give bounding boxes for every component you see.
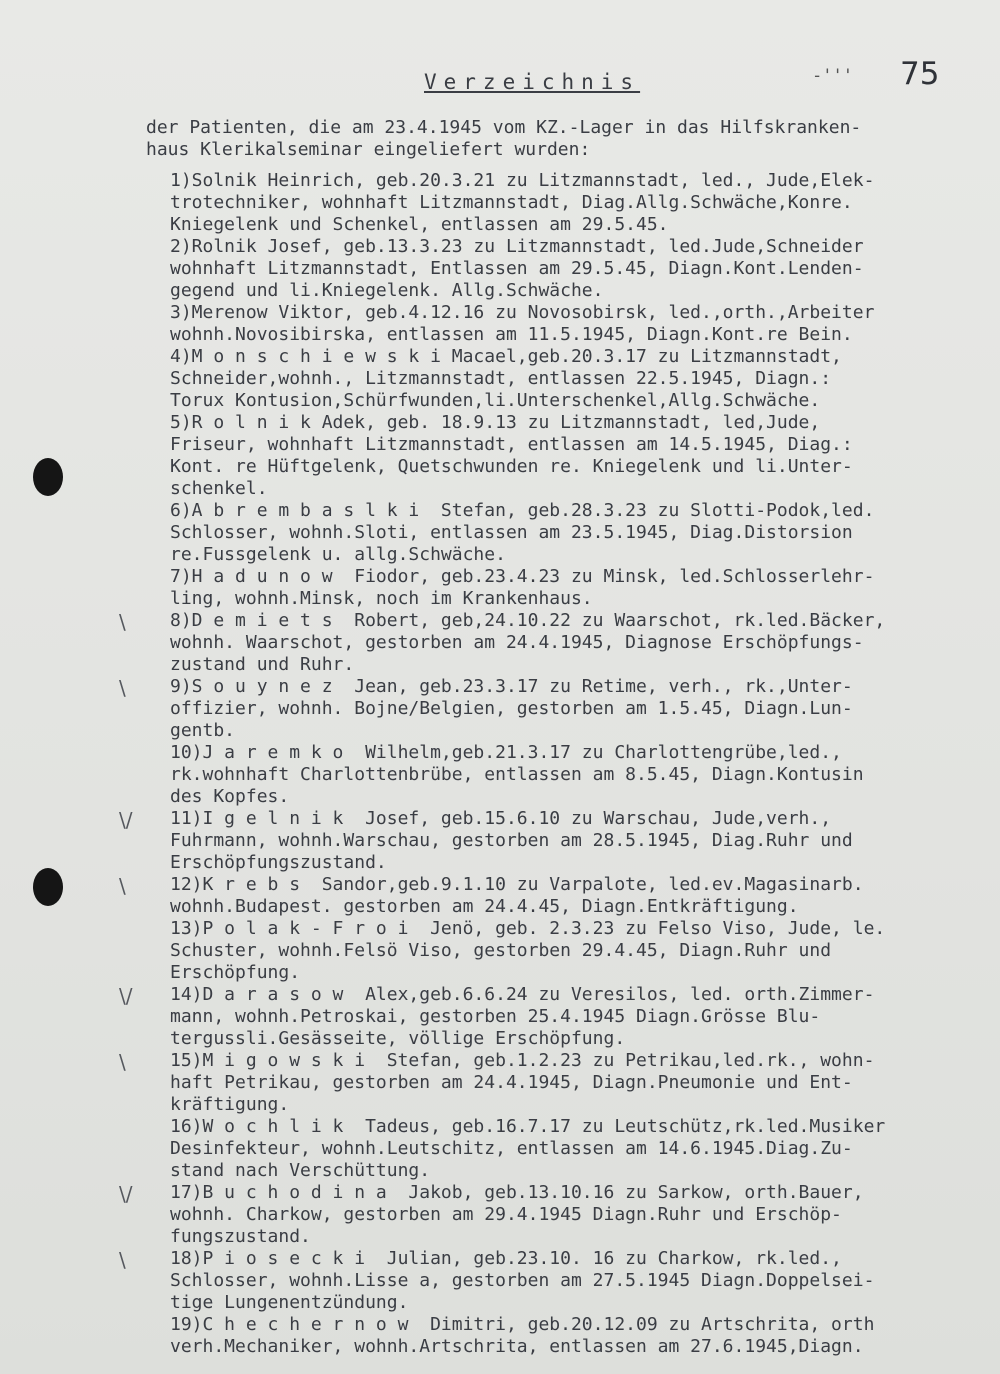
entry-text: 1)Solnik Heinrich, geb.20.3.21 zu Litzmannstadt, led., Jude,Elek- trotechniker, wohnhaft Litzmannstadt, Diag.Allg.Schwäche,Konre. Kniegelenk und Schenkel, entlassen am 29.5.45. bbox=[170, 170, 875, 235]
entry-text: 9)S o u y n e z Jean, geb.23.3.17 zu Retime, verh., rk.,Unter- offizier, wohnh. Bojne/Belgien, gestorben am 1.5.45, Diagn.Lun- gentb. bbox=[170, 676, 853, 741]
check-mark: \ bbox=[119, 1050, 126, 1074]
patient-entry bbox=[0, 236, 1000, 302]
patient-list bbox=[0, 170, 1000, 1358]
entry-text: 17)B u c h o d i n a Jakob, geb.13.10.16 zu Sarkow, orth.Bauer, wohnh. Charkow, gestorben am 29.4.1945 Diagn.Ruhr und Erschöp- fungszustand. bbox=[170, 1182, 864, 1247]
patient-entry bbox=[0, 808, 1000, 874]
check-mark: \/ bbox=[119, 808, 133, 832]
check-mark: \ bbox=[119, 610, 126, 634]
patient-entry bbox=[0, 346, 1000, 412]
check-mark: \/ bbox=[119, 984, 133, 1008]
patient-entry bbox=[0, 566, 1000, 610]
entry-text: 8)D e m i e t s Robert, geb,24.10.22 zu Waarschot, rk.led.Bäcker, wohnh. Waarschot, gestorben am 24.4.1945, Diagnose Erschöpfungs- zustand und Ruhr. bbox=[170, 610, 886, 675]
patient-entry bbox=[0, 918, 1000, 984]
patient-entry bbox=[0, 302, 1000, 346]
document-title: Verzeichnis bbox=[424, 70, 641, 94]
patient-entry bbox=[0, 1248, 1000, 1314]
patient-entry bbox=[0, 170, 1000, 236]
check-mark: \ bbox=[119, 676, 126, 700]
patient-entry bbox=[0, 1314, 1000, 1358]
entry-text: 12)K r e b s Sandor,geb.9.1.10 zu Varpalote, led.ev.Magasinarb. wohnh.Budapest. gestorben am 24.4.45, Diagn.Entkräftigung. bbox=[170, 874, 864, 917]
entry-text: 2)Rolnik Josef, geb.13.3.23 zu Litzmannstadt, led.Jude,Schneider wohnhaft Litzmannstadt, Entlassen am 29.5.45, Diagn.Kont.Lenden- gegend und li.Kniegelenk. Allg.Schwäche. bbox=[170, 236, 864, 301]
entry-text: 5)R o l n i k Adek, geb. 18.9.13 zu Litzmannstadt, led,Jude, Friseur, wohnhaft Litzmannstadt, entlassen am 14.5.1945, Diag.: Kont. re Hüftgelenk, Quetschwunden re. Kniegelenk und li.Unter- schenkel. bbox=[170, 412, 853, 499]
entry-text: 18)P i o s e c k i Julian, geb.23.10. 16 zu Charkow, rk.led., Schlosser, wohnh.Lisse a, gestorben am 27.5.1945 Diagn.Doppelsei- tige Lungenentzündung. bbox=[170, 1248, 875, 1313]
check-mark: \ bbox=[119, 1248, 126, 1272]
entry-text: 6)A b r e m b a s l k i Stefan, geb.28.3.23 zu Slotti-Podok,led. Schlosser, wohnh.Sloti, entlassen am 23.5.1945, Diag.Distorsion re.Fussgelenk u. allg.Schwäche. bbox=[170, 500, 875, 565]
patient-entry bbox=[0, 1182, 1000, 1248]
check-mark: \ bbox=[119, 874, 126, 898]
patient-entry bbox=[0, 500, 1000, 566]
entry-text: 13)P o l a k - F r o i Jenö, geb. 2.3.23 zu Felso Viso, Jude, le. Schuster, wohnh.Felsö Viso, gestorben 29.4.45, Diagn.Ruhr und Erschöpfung. bbox=[170, 918, 886, 983]
patient-entry bbox=[0, 676, 1000, 742]
handwritten-mark: -''' bbox=[812, 66, 853, 86]
entry-text: 10)J a r e m k o Wilhelm,geb.21.3.17 zu Charlottengrübe,led., rk.wohnhaft Charlottenbrübe, entlassen am 8.5.45, Diagn.Kontusin des Kopfes. bbox=[170, 742, 864, 807]
entry-text: 11)I g e l n i k Josef, geb.15.6.10 zu Warschau, Jude,verh., Fuhrmann, wohnh.Warschau, gestorben am 28.5.1945, Diag.Ruhr und Erschöpfungszustand. bbox=[170, 808, 853, 873]
entry-text: 3)Merenow Viktor, geb.4.12.16 zu Novosobirsk, led.,orth.,Arbeiter wohnh.Novosibirska, entlassen am 11.5.1945, Diagn.Kont.re Bein. bbox=[170, 302, 875, 345]
page-number: 75 bbox=[900, 56, 940, 92]
patient-entry bbox=[0, 1116, 1000, 1182]
patient-entry bbox=[0, 742, 1000, 808]
patient-entry bbox=[0, 1050, 1000, 1116]
intro-paragraph: der Patienten, die am 23.4.1945 vom KZ.-Lager in das Hilfskranken- haus Klerikalseminar eingeliefert wurden: bbox=[146, 117, 862, 160]
entry-text: 14)D a r a s o w Alex,geb.6.6.24 zu Veresilos, led. orth.Zimmer- mann, wohnh.Petroskai, gestorben 25.4.1945 Diagn.Grösse Blu- tergussli.Gesässeite, völlige Erschöpfung. bbox=[170, 984, 875, 1049]
patient-entry bbox=[0, 984, 1000, 1050]
check-mark: \/ bbox=[119, 1182, 133, 1206]
entry-text: 15)M i g o w s k i Stefan, geb.1.2.23 zu Petrikau,led.rk., wohn- haft Petrikau, gestorben am 24.4.1945, Diagn.Pneumonie und Ent- kräftigung. bbox=[170, 1050, 875, 1115]
entry-text: 16)W o c h l i k Tadeus, geb.16.7.17 zu Leutschütz,rk.led.Musiker Desinfekteur, wohnh.Leutschitz, entlassen am 14.6.1945.Diag.Zu- stand nach Verschüttung. bbox=[170, 1116, 886, 1181]
entry-text: 19)C h e c h e r n o w Dimitri, geb.20.12.09 zu Artschrita, orth verh.Mechaniker, wohnh.Artschrita, entlassen am 27.6.1945,Diagn. bbox=[170, 1314, 875, 1357]
patient-entry bbox=[0, 412, 1000, 500]
entry-text: 4)M o n s c h i e w s k i Macael,geb.20.3.17 zu Litzmannstadt, Schneider,wohnh., Litzmannstadt, entlassen 22.5.1945, Diagn.: Torux Kontusion,Schürfwunden,li.Unterschenkel,Allg.Schwäche. bbox=[170, 346, 842, 411]
patient-entry bbox=[0, 874, 1000, 918]
entry-text: 7)H a d u n o w Fiodor, geb.23.4.23 zu Minsk, led.Schlosserlehr- ling, wohnh.Minsk, noch im Krankenhaus. bbox=[170, 566, 875, 609]
patient-entry bbox=[0, 610, 1000, 676]
